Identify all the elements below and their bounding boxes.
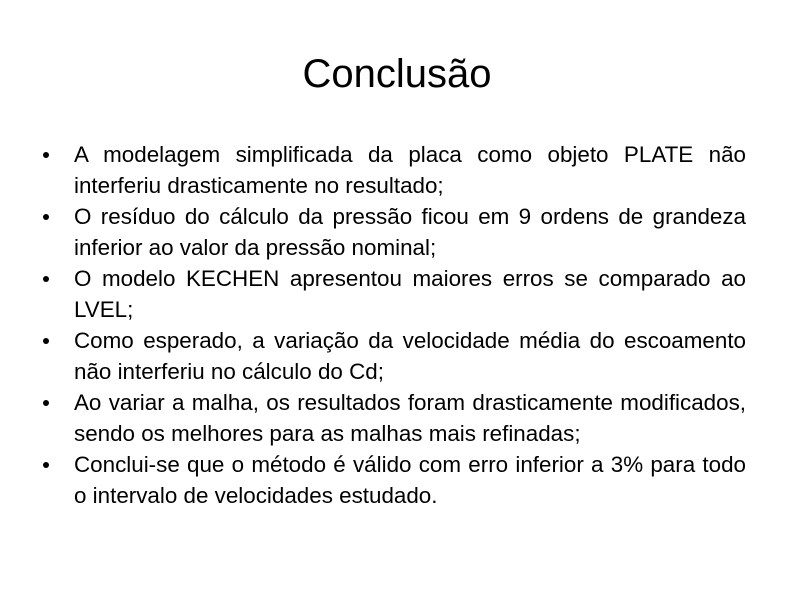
bullet-dot-icon xyxy=(43,400,49,406)
bullet-dot-icon xyxy=(43,338,49,344)
bullet-text: Conclui-se que o método é válido com erro inferior a 3% para todo o intervalo de velocidades estudado. xyxy=(74,452,746,508)
bullet-list xyxy=(74,139,746,511)
bullet-text: O modelo KECHEN apresentou maiores erros se comparado ao LVEL; xyxy=(74,266,746,322)
bullet-text: A modelagem simplificada da placa como objeto PLATE não interferiu drasticamente no resultado; xyxy=(74,142,746,198)
bullet-item xyxy=(74,449,746,511)
bullet-item xyxy=(74,387,746,449)
bullet-item xyxy=(74,201,746,263)
bullet-item xyxy=(74,325,746,387)
bullet-text: O resíduo do cálculo da pressão ficou em 9 ordens de grandeza inferior ao valor da pressão nominal; xyxy=(74,204,746,260)
slide-title: Conclusão xyxy=(302,52,492,96)
bullet-item xyxy=(74,263,746,325)
bullet-dot-icon xyxy=(43,462,49,468)
bullet-dot-icon xyxy=(43,276,49,282)
bullet-text: Como esperado, a variação da velocidade média do escoamento não interferiu no cálculo do Cd; xyxy=(74,328,746,384)
bullet-dot-icon xyxy=(43,214,49,220)
bullet-item xyxy=(74,139,746,201)
bullet-dot-icon xyxy=(43,152,49,158)
bullet-text: Ao variar a malha, os resultados foram drasticamente modificados, sendo os melhores para as malhas mais refinadas; xyxy=(74,390,746,446)
